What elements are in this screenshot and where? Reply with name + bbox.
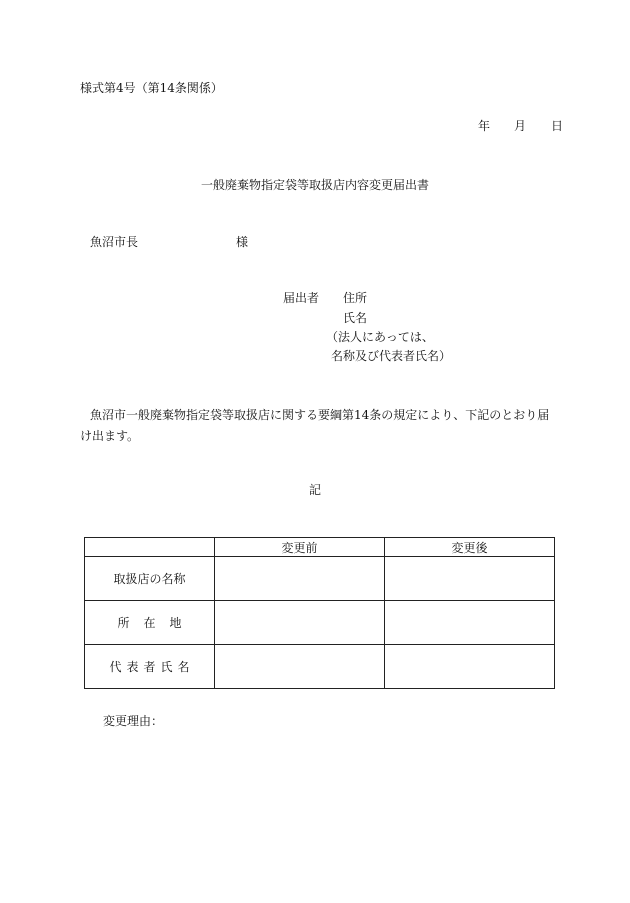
shop-name-after-cell[interactable] [385,557,555,601]
location-after-cell[interactable] [385,601,555,645]
date-day-label: 日 [551,119,564,133]
addressee-honorific: 様 [236,235,249,249]
table-row [85,645,555,689]
location-before-cell[interactable] [215,601,385,645]
corporation-note-line2: 名称及び代表者氏名） [331,349,452,363]
notifier-label: 届出者 [283,291,320,305]
shop-name-before-cell[interactable] [215,557,385,601]
change-reason-label: 変更理由： [103,714,164,728]
table-row [85,601,555,645]
addressee-name: 魚沼市長 [90,235,139,249]
date-month-label: 月 [514,119,527,133]
change-table [84,537,555,689]
address-label: 住所 [343,291,368,305]
table-header-before: 変更前 [215,538,385,557]
representative-after-cell[interactable] [385,645,555,689]
document-title: 一般廃棄物指定袋等取扱店内容変更届出書 [200,178,429,192]
table-header-blank [85,538,215,557]
name-label: 氏名 [343,311,368,325]
table-row [85,557,555,601]
form-number: 様式第4号（第14条関係） [80,81,223,95]
row-label-representative: 代表者氏名 [85,645,215,689]
row-label-shop-name: 取扱店の名称 [85,557,215,601]
row-label-location: 所在地 [85,601,215,645]
table-header-after: 変更後 [385,538,555,557]
corporation-note-line1: （法人にあっては、 [326,330,434,344]
representative-before-cell[interactable] [215,645,385,689]
body-text: 魚沼市一般廃棄物指定袋等取扱店に関する要綱第14条の規定により、下記のとおり届け出ます。 [80,408,550,443]
table-header-row [85,538,555,557]
ki-heading: 記 [308,483,321,497]
date-year-label: 年 [478,119,491,133]
